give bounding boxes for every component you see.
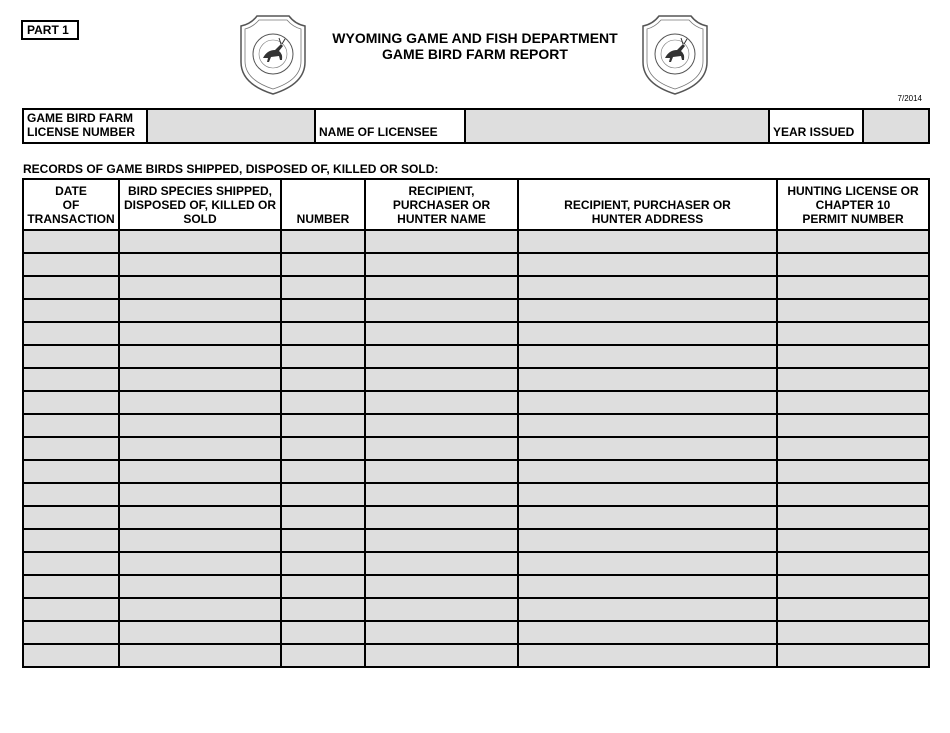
permit-number-field[interactable] — [777, 253, 929, 276]
date-field[interactable] — [23, 345, 119, 368]
table-row — [23, 644, 929, 667]
recipient-address-field[interactable] — [518, 460, 777, 483]
year-issued-label: YEAR ISSUED — [769, 109, 863, 143]
date-field[interactable] — [23, 276, 119, 299]
date-field[interactable] — [23, 529, 119, 552]
permit-number-field[interactable] — [777, 483, 929, 506]
table-row — [23, 483, 929, 506]
number-field[interactable] — [281, 253, 365, 276]
permit-number-field[interactable] — [777, 575, 929, 598]
records-heading: RECORDS OF GAME BIRDS SHIPPED, DISPOSED OF, KILLED OR SOLD: — [23, 162, 439, 176]
date-field[interactable] — [23, 575, 119, 598]
permit-number-field[interactable] — [777, 529, 929, 552]
recipient-name-field[interactable] — [365, 322, 518, 345]
recipient-address-field[interactable] — [518, 483, 777, 506]
column-header-permit-number: HUNTING LICENSE OR CHAPTER 10 PERMIT NUMBER — [777, 179, 929, 230]
species-field[interactable] — [119, 552, 281, 575]
permit-number-field[interactable] — [777, 276, 929, 299]
date-field[interactable] — [23, 437, 119, 460]
date-field[interactable] — [23, 253, 119, 276]
recipient-name-field[interactable] — [365, 506, 518, 529]
table-row — [23, 437, 929, 460]
number-field[interactable] — [281, 276, 365, 299]
number-field[interactable] — [281, 299, 365, 322]
date-field[interactable] — [23, 460, 119, 483]
date-field[interactable] — [23, 322, 119, 345]
table-row — [23, 345, 929, 368]
recipient-address-field[interactable] — [518, 414, 777, 437]
recipient-address-field[interactable] — [518, 598, 777, 621]
recipient-name-field[interactable] — [365, 230, 518, 253]
recipient-address-field[interactable] — [518, 529, 777, 552]
permit-number-field[interactable] — [777, 552, 929, 575]
number-field[interactable] — [281, 483, 365, 506]
form-title — [300, 30, 650, 62]
recipient-name-field[interactable] — [365, 621, 518, 644]
permit-number-field[interactable] — [777, 368, 929, 391]
table-row — [23, 368, 929, 391]
recipient-name-field[interactable] — [365, 276, 518, 299]
table-row — [23, 621, 929, 644]
table-row — [23, 598, 929, 621]
number-field[interactable] — [281, 345, 365, 368]
table-row — [23, 506, 929, 529]
permit-number-field[interactable] — [777, 437, 929, 460]
year-issued-field[interactable] — [863, 109, 929, 143]
recipient-address-field[interactable] — [518, 322, 777, 345]
number-field[interactable] — [281, 460, 365, 483]
permit-number-field[interactable] — [777, 414, 929, 437]
species-field[interactable] — [119, 644, 281, 667]
species-field[interactable] — [119, 345, 281, 368]
recipient-name-field[interactable] — [365, 552, 518, 575]
date-field[interactable] — [23, 391, 119, 414]
records-header-row — [23, 179, 929, 230]
permit-number-field[interactable] — [777, 598, 929, 621]
number-field[interactable] — [281, 644, 365, 667]
table-row — [23, 253, 929, 276]
date-field[interactable] — [23, 230, 119, 253]
licensee-label: NAME OF LICENSEE — [315, 109, 465, 143]
recipient-address-field[interactable] — [518, 391, 777, 414]
number-field[interactable] — [281, 230, 365, 253]
permit-number-field[interactable] — [777, 506, 929, 529]
species-field[interactable] — [119, 483, 281, 506]
permit-number-field[interactable] — [777, 299, 929, 322]
recipient-address-field[interactable] — [518, 253, 777, 276]
table-row — [23, 529, 929, 552]
table-row — [23, 460, 929, 483]
permit-number-field[interactable] — [777, 391, 929, 414]
column-header-number: NUMBER — [281, 179, 365, 230]
date-field[interactable] — [23, 299, 119, 322]
recipient-address-field[interactable] — [518, 575, 777, 598]
department-seal-icon-right — [639, 14, 711, 96]
table-row — [23, 276, 929, 299]
number-field[interactable] — [281, 506, 365, 529]
revision-date: 7/2014 — [897, 94, 922, 103]
records-body — [23, 230, 929, 667]
date-field[interactable] — [23, 368, 119, 391]
license-info-table — [22, 108, 930, 144]
recipient-address-field[interactable] — [518, 552, 777, 575]
recipient-name-field[interactable] — [365, 368, 518, 391]
recipient-name-field[interactable] — [365, 598, 518, 621]
species-field[interactable] — [119, 276, 281, 299]
table-row — [23, 414, 929, 437]
recipient-address-field[interactable] — [518, 299, 777, 322]
recipient-name-field[interactable] — [365, 391, 518, 414]
number-field[interactable] — [281, 322, 365, 345]
species-field[interactable] — [119, 506, 281, 529]
recipient-address-field[interactable] — [518, 506, 777, 529]
number-field[interactable] — [281, 621, 365, 644]
species-field[interactable] — [119, 414, 281, 437]
number-field[interactable] — [281, 598, 365, 621]
species-field[interactable] — [119, 230, 281, 253]
species-field[interactable] — [119, 299, 281, 322]
date-field[interactable] — [23, 414, 119, 437]
permit-number-field[interactable] — [777, 322, 929, 345]
date-field[interactable] — [23, 644, 119, 667]
recipient-address-field[interactable] — [518, 230, 777, 253]
table-row — [23, 552, 929, 575]
recipient-name-field[interactable] — [365, 575, 518, 598]
table-row — [23, 230, 929, 253]
species-field[interactable] — [119, 253, 281, 276]
column-header-recipient-name: RECIPIENT, PURCHASER OR HUNTER NAME — [365, 179, 518, 230]
species-field[interactable] — [119, 391, 281, 414]
recipient-address-field[interactable] — [518, 345, 777, 368]
recipient-name-field[interactable] — [365, 644, 518, 667]
table-row — [23, 299, 929, 322]
report-name: GAME BIRD FARM REPORT — [382, 46, 568, 62]
recipient-name-field[interactable] — [365, 460, 518, 483]
species-field[interactable] — [119, 437, 281, 460]
recipient-name-field[interactable] — [365, 529, 518, 552]
recipient-address-field[interactable] — [518, 276, 777, 299]
license-number-label: GAME BIRD FARM LICENSE NUMBER — [23, 109, 147, 143]
license-number-field[interactable] — [147, 109, 315, 143]
recipient-name-field[interactable] — [365, 437, 518, 460]
species-field[interactable] — [119, 322, 281, 345]
number-field[interactable] — [281, 437, 365, 460]
records-table — [22, 178, 930, 668]
department-seal-icon — [237, 14, 309, 96]
species-field[interactable] — [119, 368, 281, 391]
date-field[interactable] — [23, 621, 119, 644]
part-label: PART 1 — [21, 20, 79, 40]
species-field[interactable] — [119, 621, 281, 644]
recipient-name-field[interactable] — [365, 253, 518, 276]
number-field[interactable] — [281, 552, 365, 575]
number-field[interactable] — [281, 391, 365, 414]
column-header-species: BIRD SPECIES SHIPPED, DISPOSED OF, KILLED OR SOLD — [119, 179, 281, 230]
column-header-date: DATE OF TRANSACTION — [23, 179, 119, 230]
recipient-address-field[interactable] — [518, 644, 777, 667]
recipient-name-field[interactable] — [365, 414, 518, 437]
permit-number-field[interactable] — [777, 345, 929, 368]
table-row — [23, 575, 929, 598]
department-name: WYOMING GAME AND FISH DEPARTMENT — [332, 30, 618, 46]
species-field[interactable] — [119, 529, 281, 552]
permit-number-field[interactable] — [777, 460, 929, 483]
table-row — [23, 322, 929, 345]
number-field[interactable] — [281, 529, 365, 552]
recipient-name-field[interactable] — [365, 483, 518, 506]
recipient-address-field[interactable] — [518, 437, 777, 460]
table-row — [23, 391, 929, 414]
permit-number-field[interactable] — [777, 644, 929, 667]
species-field[interactable] — [119, 598, 281, 621]
number-field[interactable] — [281, 414, 365, 437]
species-field[interactable] — [119, 460, 281, 483]
number-field[interactable] — [281, 575, 365, 598]
column-header-recipient-address: RECIPIENT, PURCHASER OR HUNTER ADDRESS — [518, 179, 777, 230]
permit-number-field[interactable] — [777, 621, 929, 644]
licensee-field[interactable] — [465, 109, 769, 143]
date-field[interactable] — [23, 483, 119, 506]
permit-number-field[interactable] — [777, 230, 929, 253]
number-field[interactable] — [281, 368, 365, 391]
date-field[interactable] — [23, 598, 119, 621]
date-field[interactable] — [23, 506, 119, 529]
recipient-address-field[interactable] — [518, 621, 777, 644]
recipient-address-field[interactable] — [518, 368, 777, 391]
recipient-name-field[interactable] — [365, 299, 518, 322]
date-field[interactable] — [23, 552, 119, 575]
recipient-name-field[interactable] — [365, 345, 518, 368]
species-field[interactable] — [119, 575, 281, 598]
